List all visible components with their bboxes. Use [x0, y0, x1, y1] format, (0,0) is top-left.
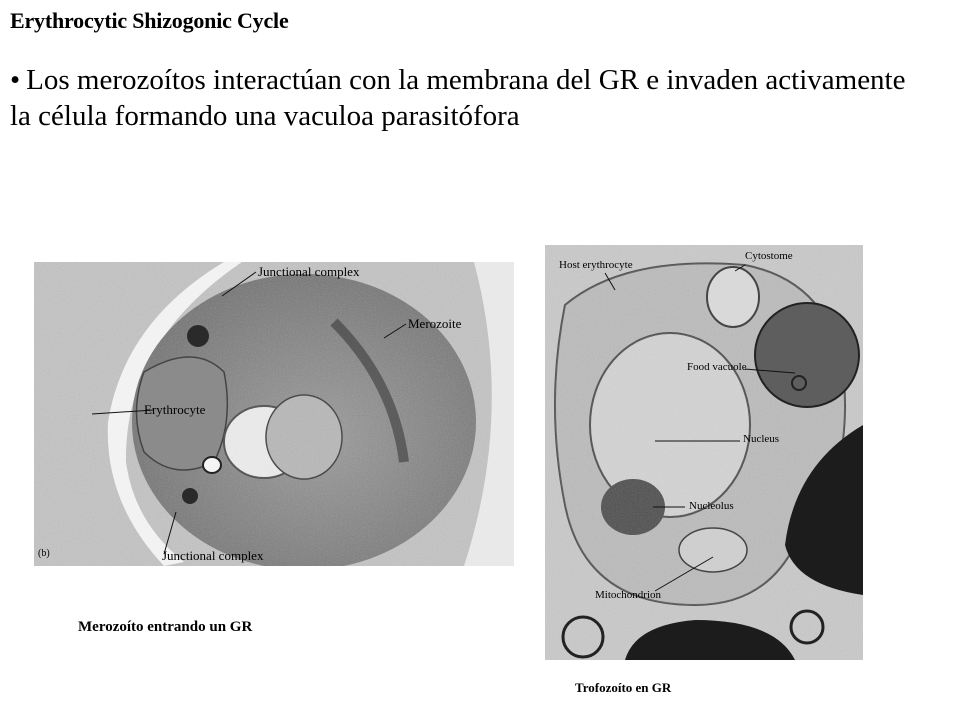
label-mitochondrion: Mitochondrion: [595, 589, 661, 601]
caption-trophozoite: Trofozoíto en GR: [575, 680, 672, 695]
trophozoite-micrograph-svg: [545, 245, 863, 660]
label-cytostome: Cytostome: [745, 250, 793, 262]
bullet-text: [10, 62, 910, 134]
label-nucleus: Nucleus: [743, 433, 780, 445]
label-nucleolus: Nucleolus: [689, 500, 734, 512]
bullet-dot: •: [10, 64, 21, 96]
caption-merozoite: Merozoíto entrando un GR: [78, 619, 253, 635]
trophozoite-micrograph: [545, 245, 863, 660]
label-host-erythrocyte: Host erythrocyte: [559, 259, 633, 271]
panel-tag: (b): [38, 548, 50, 559]
label-erythrocyte: Erythrocyte: [144, 402, 206, 417]
label-merozoite: Merozoite: [408, 316, 462, 331]
label-food-vacuole: Food vacuole: [687, 361, 747, 373]
label-junctional-complex-bottom: Junctional complex: [162, 548, 264, 563]
slide-title: Erythrocytic Shizogonic Cycle: [10, 8, 289, 33]
label-junctional-complex-top: Junctional complex: [258, 264, 360, 279]
merozoite-micrograph: [34, 262, 514, 566]
merozoite-micrograph-svg: [34, 262, 514, 566]
bullet-body: Los merozoítos interactúan con la membrana del GR e invaden activamente la célula formando una vaculoa parasitófora: [10, 64, 906, 132]
